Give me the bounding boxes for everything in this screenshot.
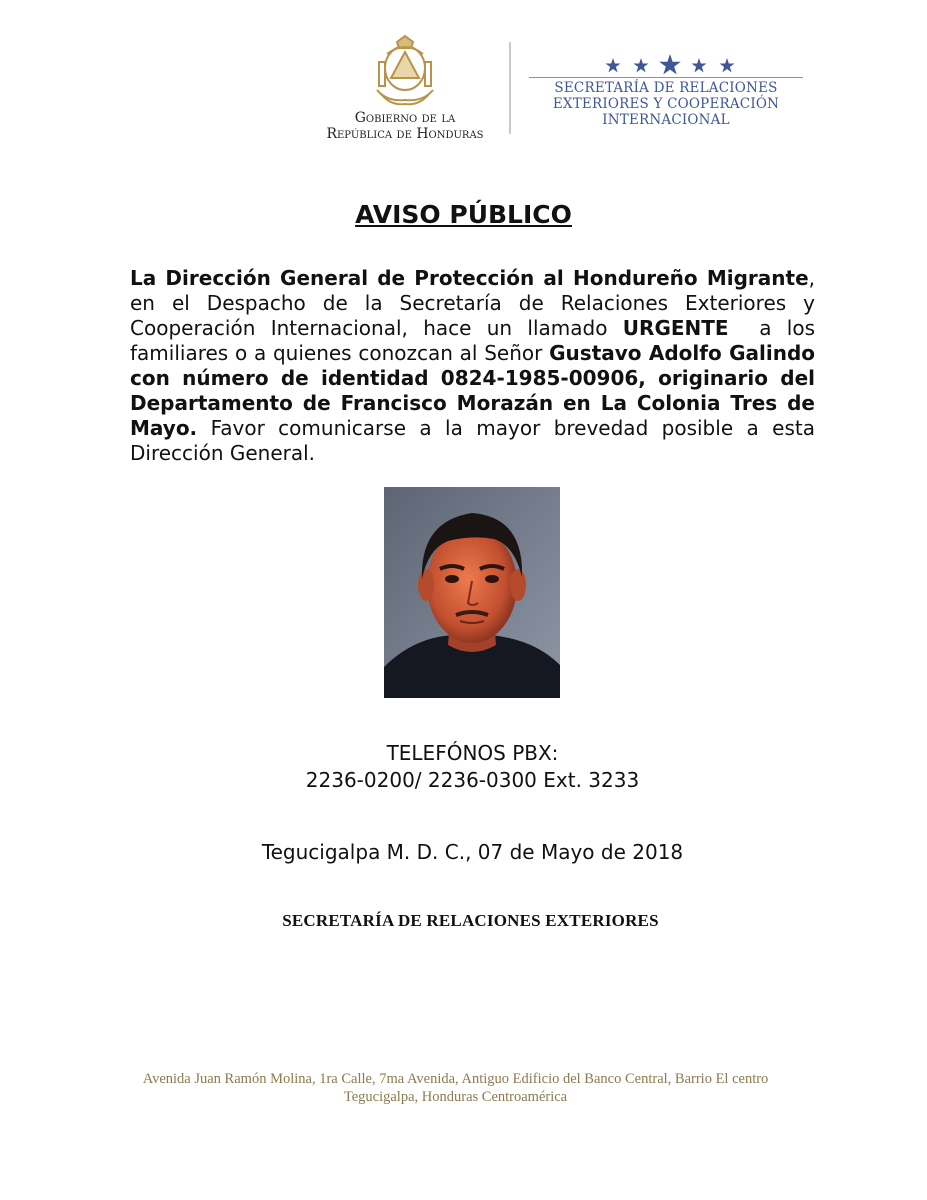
place-date: Tegucigalpa M. D. C., 07 de Mayo de 2018 — [261, 840, 684, 864]
signature-line: SECRETARÍA DE RELACIONES EXTERIORES — [282, 911, 659, 930]
gov-line-1: Gobierno de la — [354, 110, 456, 126]
government-logo — [305, 30, 505, 145]
sre-line-2: EXTERIORES Y COOPERACIÓN — [552, 96, 780, 112]
phone-block — [0, 740, 927, 794]
gov-line-2: República de Honduras — [326, 126, 484, 142]
header-divider — [509, 42, 511, 134]
sre-rule — [529, 77, 803, 78]
coat-of-arms-icon — [367, 32, 443, 108]
government-name — [305, 110, 505, 142]
sre-name — [525, 80, 807, 128]
missing-person-photo — [384, 487, 560, 698]
phones-numbers: 2236-0200/ 2236-0300 Ext. 3233 — [305, 768, 640, 792]
sre-logo — [525, 50, 805, 130]
portrait-icon — [384, 487, 560, 698]
body-bold-urgent: URGENTE — [622, 316, 729, 340]
notice-body — [130, 266, 822, 466]
phones-label: TELEFÓNOS PBX: — [386, 741, 559, 765]
footer-line-2: Tegucigalpa, Honduras Centroamérica — [343, 1089, 568, 1105]
stars-icon — [595, 54, 745, 76]
body-text-3: Favor comunicarse a la mayor brevedad posible a esta Dirección General. — [130, 416, 815, 465]
body-bold-agency: La Dirección General de Protección al Hondureño Migrante — [130, 266, 809, 290]
sre-line-1: SECRETARÍA DE RELACIONES — [554, 80, 778, 96]
sre-line-3: INTERNACIONAL — [602, 112, 730, 128]
footer-line-1: Avenida Juan Ramón Molina, 1ra Calle, 7ma Avenida, Antiguo Edificio del Banco Central, Barrio El centro — [142, 1071, 769, 1087]
body-text-2: a los familiares o a quienes conozcan al Señor — [130, 316, 822, 365]
page-title: AVISO PÚBLICO — [355, 200, 572, 229]
body-bold-person: Gustavo Adolfo Galindo con número de identidad 0824-1985-00906, originario del Departamento de Francisco Morazán en La Colonia Tres de Mayo. — [130, 341, 816, 440]
body-text-1: , en el Despacho de la Secretaría de Relaciones Exteriores y Cooperación Internacional, hace un llamado — [130, 266, 815, 340]
footer-address — [0, 1070, 911, 1106]
